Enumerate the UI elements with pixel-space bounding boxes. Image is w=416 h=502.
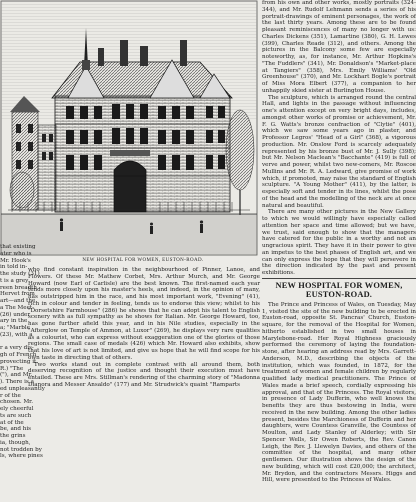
middle-column xyxy=(28,267,260,502)
left-line: at of the xyxy=(0,419,24,426)
left-line: not trodden by xyxy=(0,446,42,453)
left-line: the study (31) xyxy=(0,271,40,277)
left-line: chosen. Mr. xyxy=(0,399,34,406)
left-line: ts are such xyxy=(0,412,32,419)
left-line: a The Meet- xyxy=(0,304,35,311)
left-line: a; "Marble xyxy=(0,325,30,331)
left-line: ia, though, xyxy=(0,439,31,446)
figure-caption: NEW HOSPITAL FOR WOMEN, EUSTON-ROAD. xyxy=(82,258,204,263)
left-line: in told in- xyxy=(0,264,28,271)
left-line: ). There is a xyxy=(0,379,34,385)
left-line: ely cheerful xyxy=(0,406,34,412)
left-line: ater who is xyxy=(0,250,32,257)
body-paragraph: from his own and other works, mostly portraits (324-344), and Mr. Rudolf Lehmann sends a series of his portrait-drawings of eminent personages, the work of the last thirty years. Among these are to be found pleasant reminiscences of many no longer with us: Charles Dickens (351), Lamartine (380), G. H. Lewes (399), Charles Reade (312), and others. Among the pictures in the Balcony some few are especially noteworthy, as, for instance, Mr. Arthur Hopkins's "The Fuddlers" (341), Mr. Donaldson's "Market-place at Tangiers" (358), Mrs. Emily Williams' "Old Greenhouse" (370), and Mr. Lockhart Bogle's portrait of Miss Mora Elbert (377), a companion to her unhappily skied sister at Burlington House. xyxy=(262,0,416,94)
body-paragraph: who find constant inspiration in the neighbourhood of Pinner, Lanoe, and Flowers. Of these Mr. Mathew Corbet, Mrs. Arthur Murch, and Mr. George Howard (now Earl of Carlisle) are the best known. The first-named each year tends more closely upon his master's heels, and indeed, in the opinion of many, has outstripped him in the race, and his most important work, "Evening" (41), rich in colour and tender in feeling, tends us to endorse this view; whilst to his "Dorsetshire Farmhouse" (286) he shows that he can adopt his talent to English scenery with as full sympathy as he shows for Italian. Mr. George Howard, too, has gone further afield this year, and in his Nile studies, especially in the "Afterglow on Temple of Ammon, at Luxor" (269), he displays very rare qualities as a colourist, who can express without exaggeration one of the glories of those regions. The small case of medals (426) which Mr. Howard also exhibits, show that his love of art is not limited, and give us hope that he will find scope for his own taste in directing that of others. xyxy=(28,267,260,361)
left-line: ary in the xyxy=(0,318,28,325)
left-line: (26) under xyxy=(0,311,31,318)
body-paragraph: Two works stand out in complete contrast with all around them, both deserving recognition of the justice and thought their execution must have entailed. These are Mrs. Stillman's rendering of the charming story of "Madonna Dianora and Messer Ansaldo" (177) and Mr. Strudwick's quaint "Ramparts xyxy=(28,361,260,388)
left-line: r of the xyxy=(0,392,21,399)
left-line: gh of French xyxy=(0,352,37,358)
right-column xyxy=(262,0,416,502)
left-line: R.) "The xyxy=(0,365,24,372)
body-paragraph: The sculpture, which is arranged round the central Hall, and lights in the passage without influencing one's attention except on very bright days, includes, amongst other works of promise or achievement, Mr. F. G. Watts's bronze cenfraction of "Clytie" (401), which we saw some years ago in plaster, and Professor Legros' "Head of a Girl" (368), a vigorous production. Mr. Onslow Ford is scarcely adequately represented by his bronze bust of Mr. J. Sully (398); but Mr. Nelson Maclean's "Bacchante" (419) is full of verve and power, whilst two new-comers, Mr. Roscoe Mullins and Mr. R. A. Ledward, give promise of work which, if promoted, may raise the standard of English sculpture. "A Young Mother" (411), by the latter, is especially soft and tender in its lines, whilst the pose of the head and the modelling of the neck are at once natural and beautiful. xyxy=(262,94,416,209)
body-paragraph: The Prince and Princess of Wales, on Tuesday, May 1, visited the site of the new building to be erected in Euston-road, opposite St. Pancras' Church, Euston-square, for the removal of the Hospital for Women, hitherto established in two small houses in Marylebone-road. Her Royal Highness graciously performed the ceremony of laying the foundation-stone, after hearing an address read by Mrs. Garrett-Anderson, M.D., describing the objects of the institution, which was founded, in 1872, for the treatment of women and female children by regularly qualified lady medical practitioners. The Prince of Wales made a brief speech, cordially expressing his approval, and that of the Princess. The Royal visitors, in presence of Lady Dufferin, who well knows the benefits they are thus bestowing in India, were received in the new building. Among the other ladies present, besides the Marchioness of Dufferin and her daughters, were Countess Granville, the Countess of Moulton, and Lady Stanley of Alderley; with Sir Spencer Wells, Sir Owen Roberts, the Rev. Canon Leigh, the Rev. J. Llewelyn Davies, and others of the committee of the hospital, and many other gentlemen. Our illustration shows the design of the new building, which will cost £20,000; the architect, Mr. Brydon, and the contractors Messrs. Higgs and Hill, were presented to the Princess of Wales. xyxy=(262,301,416,484)
left-line: the grins xyxy=(0,433,26,439)
left-line: t is a grey xyxy=(0,277,29,284)
left-line: (23), with a xyxy=(0,331,33,338)
left-line: art—and the xyxy=(0,298,36,304)
left-line: be, and his xyxy=(0,426,32,433)
left-line: r a very dis- xyxy=(0,345,34,352)
article-heading: NEW HOSPITAL FOR WOMEN, EUSTON-ROAD. xyxy=(275,280,403,300)
section-divider xyxy=(262,278,416,279)
left-line: Hervet from xyxy=(0,291,35,298)
body-paragraph: There are many other pictures in the New Gallery to which we would willingly have especially called attention her space and time allowed; but we have, we trust, said enough to show that the managers have catered for the public in a worthy and not an ungracious spirit. They have it in their power to give an impetus to the best phases of English art, and we can only express the hope that they will persevere in the direction indicated by the past and present exhibitions. xyxy=(262,209,416,276)
left-line: provecting it. xyxy=(0,358,39,365)
left-line xyxy=(0,339,26,346)
hospital-illustration xyxy=(0,0,258,256)
left-line: ("), and Mr. xyxy=(0,372,33,379)
left-line: reen breadth xyxy=(0,284,38,291)
left-line: Mr. Hook's xyxy=(0,257,31,264)
left-line: that existing xyxy=(0,244,36,250)
left-line: ed unpleasantly xyxy=(0,385,45,392)
left-column-fragment xyxy=(0,244,45,502)
left-line: ls, where pines xyxy=(0,453,43,460)
